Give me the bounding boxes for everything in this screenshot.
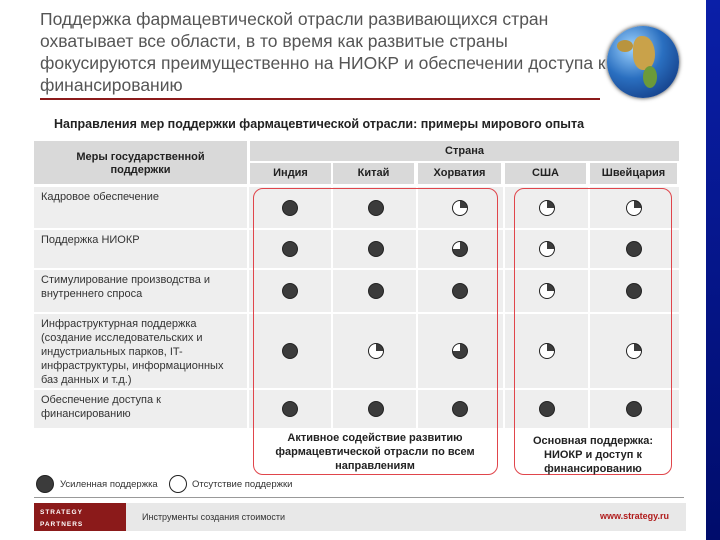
country-header-2: Хорватия [418,163,501,184]
legend-none-label: Отсутствие поддержки [192,479,293,490]
column-separator [247,187,249,428]
developed-group-box [514,188,672,475]
country-header-4: Швейцария [590,163,677,184]
country-header-3: США [505,163,586,184]
row-label: Поддержка НИОКР [41,234,140,246]
developing-group-label: Активное содействие развитию фармацевтической отрасли по всем направлениям [275,432,475,472]
footer-tagline: Инструменты создания стоимости [142,512,286,522]
country-header: Страна [250,141,679,161]
logo-line-1: STRATEGY [40,509,83,516]
footer-divider [34,497,684,498]
row-label: Стимулирование производства и внутреннего спроса [41,274,211,300]
footer-url-link[interactable]: www.strategy.ru [600,511,670,521]
logo-line-2: PARTNERS [40,521,84,528]
country-header-1: Китай [333,163,414,184]
row-label: Кадровое обеспечение [41,191,159,203]
title-underline [40,98,600,100]
right-blue-border [706,0,720,540]
globe-icon [607,26,679,98]
legend-full-label: Усиленная поддержка [60,479,158,490]
slide-title: Поддержка фармацевтической отрасли развивающихся стран охватывает все области, в то время как развитые страны фокусируются преимущественно на НИОКР и обеспечении доступа к финансированию [40,9,606,95]
measures-header-text: Меры государственной поддержки [76,151,205,176]
developed-group-label: Основная поддержка: НИОКР и доступ к финансированию [533,435,653,475]
legend-none-icon [169,475,187,493]
strategy-partners-logo [34,503,126,531]
row-label: Инфраструктурная поддержка (создание исследовательских и индустриальных парков, IT-инфраструктуры, информационных баз данных и т.д.) [41,318,224,386]
measures-header [34,141,247,184]
row-label: Обеспечение доступа к финансированию [41,394,161,420]
country-header-0: Индия [250,163,331,184]
column-separator [503,187,505,428]
legend-full-icon [36,475,54,493]
table-subtitle: Направления мер поддержки фармацевтической отрасли: примеры мирового опыта [54,117,585,131]
